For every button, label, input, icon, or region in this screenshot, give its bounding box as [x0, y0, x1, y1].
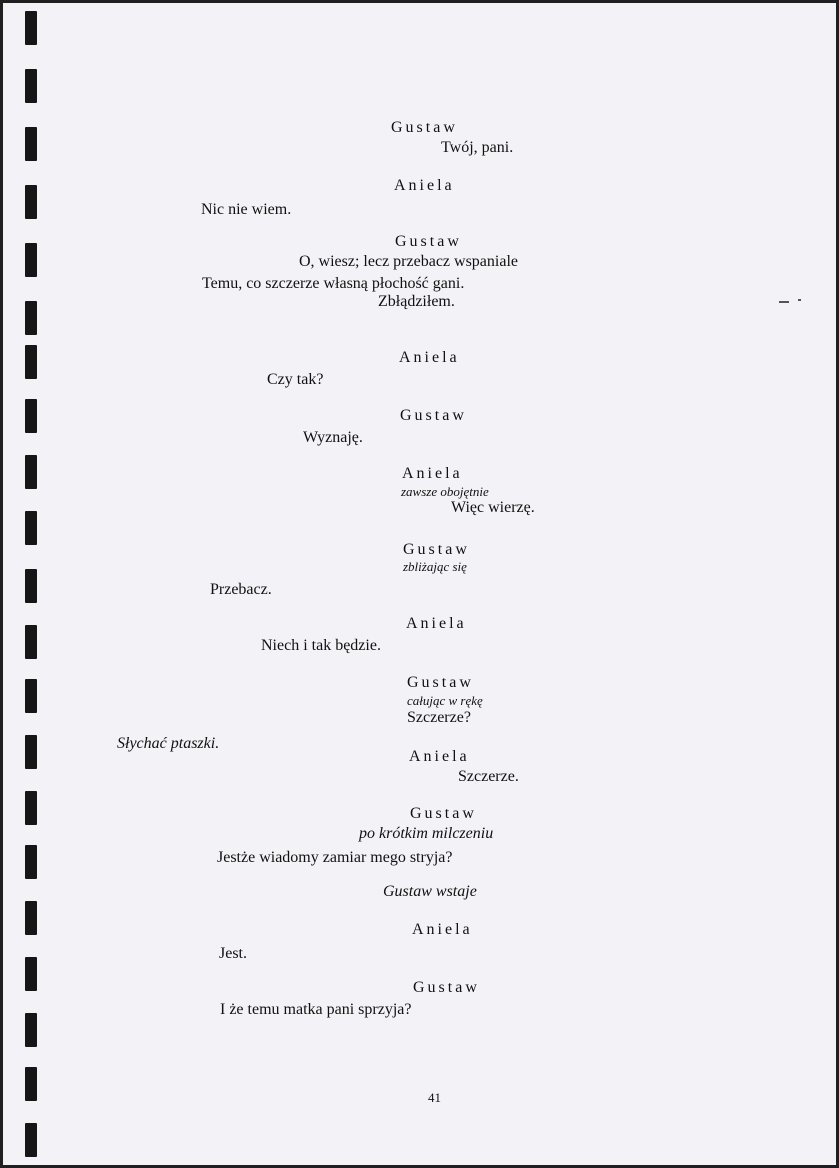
dialogue-line: Więc wierzę. [451, 499, 535, 516]
binding-hole [25, 11, 37, 45]
binding-hole [25, 791, 37, 825]
speaker-name: Gustaw [410, 805, 477, 822]
binding-hole [25, 127, 37, 161]
dialogue-line: Przebacz. [210, 581, 272, 598]
binding-hole [25, 901, 37, 935]
stage-direction: zbliżając się [403, 559, 467, 574]
binding-hole [25, 399, 37, 433]
binding-hole [25, 569, 37, 603]
speaker-name: Aniela [409, 748, 470, 765]
binding-hole [25, 1067, 37, 1101]
dialogue-line: Twój, pani. [441, 139, 514, 156]
binding-hole [25, 1013, 37, 1047]
stage-direction: zawsze obojętnie [401, 484, 489, 499]
binding-hole [25, 511, 37, 545]
dialogue-line: Jest. [219, 945, 247, 962]
binding-hole [25, 845, 37, 879]
speaker-name: Gustaw [407, 674, 474, 691]
dialogue-line: O, wiesz; lecz przebacz wspaniale [299, 253, 518, 270]
stage-direction: całując w rękę [407, 693, 483, 708]
scan-speck [779, 301, 789, 303]
dialogue-line: Szczerze. [458, 768, 519, 785]
dialogue-line: Niech i tak będzie. [261, 637, 381, 654]
binding-hole [25, 625, 37, 659]
dialogue-line: Nic nie wiem. [201, 201, 292, 218]
binding-hole [25, 345, 37, 379]
page-number: 41 [428, 1090, 441, 1105]
binding-holes [25, 3, 41, 1168]
speaker-name: Gustaw [391, 119, 458, 136]
binding-hole [25, 185, 37, 219]
speaker-name: Aniela [399, 349, 460, 366]
binding-hole [25, 455, 37, 489]
speaker-name: Aniela [394, 177, 455, 194]
binding-hole [25, 957, 37, 991]
speaker-name: Aniela [412, 921, 473, 938]
scan-speck [798, 299, 801, 301]
binding-hole [25, 735, 37, 769]
side-stage-direction: Słychać ptaszki. [117, 735, 220, 752]
speaker-name: Aniela [402, 465, 463, 482]
speaker-name: Gustaw [395, 233, 462, 250]
binding-hole [25, 1123, 37, 1157]
dialogue-line: Jestże wiadomy zamiar mego stryja? [217, 849, 453, 866]
dialogue-line: I że temu matka pani sprzyja? [220, 1001, 412, 1018]
speaker-name: Gustaw [403, 541, 470, 558]
binding-hole [25, 243, 37, 277]
binding-hole [25, 679, 37, 713]
dialogue-line: Zbłądziłem. [378, 293, 455, 310]
binding-hole [25, 301, 37, 335]
speaker-name: Aniela [406, 615, 467, 632]
binding-hole [25, 69, 37, 103]
dialogue-line: Temu, co szczerze własną płochość gani. [202, 275, 465, 292]
stage-direction: Gustaw wstaje [383, 883, 477, 900]
speaker-name: Gustaw [400, 407, 467, 424]
dialogue-line: Szczerze? [407, 709, 471, 726]
dialogue-line: Wyznaję. [303, 429, 363, 446]
speaker-name: Gustaw [413, 979, 480, 996]
stage-direction: po krótkim milczeniu [359, 825, 494, 842]
dialogue-line: Czy tak? [267, 371, 324, 388]
